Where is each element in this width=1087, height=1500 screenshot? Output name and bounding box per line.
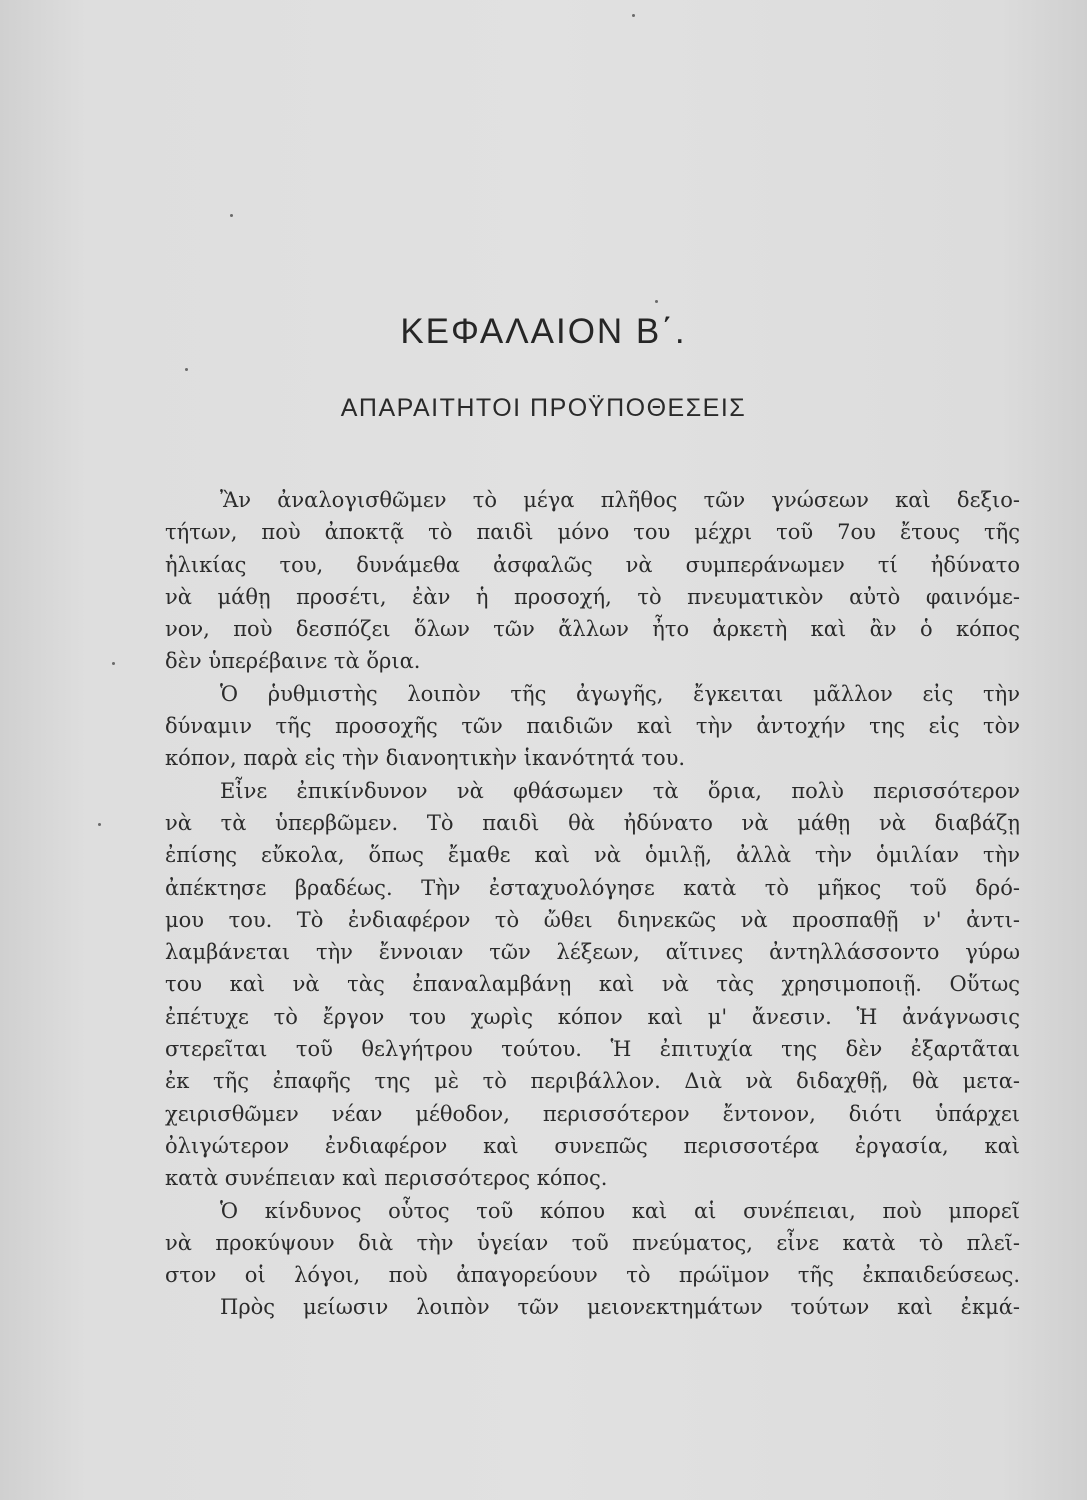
text-line: νὰ τὰ ὑπερβῶμεν. Τὸ παιδὶ θὰ ἠδύνατο νὰ μάθῃ νὰ διαβάζῃ (165, 810, 1020, 835)
print-speck (632, 14, 635, 17)
text-line: Πρὸς μείωσιν λοιπὸν τῶν μειονεκτημάτων τούτων καὶ ἐκμά- (220, 1295, 1020, 1320)
text-line: στον οἱ λόγοι, ποὺ ἀπαγορεύουν τὸ πρώϊμον τῆς ἐκπαιδεύσεως. (165, 1263, 1020, 1288)
text-line: δὲν ὑπερέβαινε τὰ ὅρια. (165, 649, 421, 674)
text-line: Ὁ κίνδυνος οὗτος τοῦ κόπου καὶ αἱ συνέπειαι, ποὺ μπορεῖ (220, 1198, 1020, 1223)
text-line: Ὁ ῥυθμιστὴς λοιπὸν τῆς ἀγωγῆς, ἔγκειται μᾶλλον εἰς τὴν (220, 681, 1020, 706)
text-line: δύναμιν τῆς προσοχῆς τῶν παιδιῶν καὶ τὴν ἀντοχήν της εἰς τὸν (165, 714, 1020, 739)
text-line: νὰ προκύψουν διὰ τὴν ὑγείαν τοῦ πνεύματος, εἶνε κατὰ τὸ πλεῖ- (165, 1230, 1020, 1255)
print-speck (112, 662, 115, 665)
text-line: ἐκ τῆς ἐπαφῆς της μὲ τὸ περιβάλλον. Διὰ νὰ διδαχθῇ, θὰ μετα- (165, 1069, 1020, 1094)
text-line: ὀλιγώτερον ἐνδιαφέρον καὶ συνεπῶς περισσοτέρα ἐργασία, καὶ (165, 1133, 1020, 1158)
text-line: ἡλικίας του, δυνάμεθα ἀσφαλῶς νὰ συμπεράνωμεν τί ἠδύνατο (165, 552, 1020, 577)
text-line: νὰ μάθῃ προσέτι, ἐὰν ἡ προσοχή, τὸ πνευματικὸν αὐτὸ φαινόμε- (165, 584, 1020, 609)
text-line: Ἂν ἀναλογισθῶμεν τὸ μέγα πλῆθος τῶν γνώσεων καὶ δεξιο- (220, 488, 1020, 512)
print-speck (655, 300, 658, 303)
text-line: λαμβάνεται τὴν ἔννοιαν τῶν λέξεων, αἵτινες ἀντηλλάσσοντο γύρω (165, 940, 1020, 965)
print-speck (185, 368, 188, 371)
text-line: νον, ποὺ δεσπόζει ὅλων τῶν ἄλλων ἦτο ἀρκετὴ καὶ ἂν ὁ κόπος (165, 617, 1020, 642)
chapter-title: ΑΠΑΡΑΙΤΗΤΟΙ ΠΡΟΫΠΟΘΕΣΕΙΣ (340, 394, 747, 422)
body-text (165, 484, 1020, 1324)
text-line: στερεῖται τοῦ θελγήτρου τούτου. Ἡ ἐπιτυχία της δὲν ἐξαρτᾶται (165, 1037, 1020, 1062)
text-line: ἀπέκτησε βραδέως. Τὴν ἐσταχυολόγησε κατὰ τὸ μῆκος τοῦ δρό- (165, 875, 1020, 900)
text-line: τήτων, ποὺ ἀποκτᾷ τὸ παιδὶ μόνο του μέχρι τοῦ 7ου ἔτους τῆς (165, 520, 1020, 545)
text-line: κόπον, παρὰ εἰς τὴν διανοητικὴν ἱκανότητά του. (165, 746, 686, 771)
text-line: ἐπίσης εὔκολα, ὅπως ἔμαθε καὶ νὰ ὁμιλῇ, ἀλλὰ τὴν ὁμιλίαν τὴν (165, 843, 1020, 868)
print-speck (230, 214, 233, 217)
text-line: μου του. Τὸ ἐνδιαφέρον τὸ ὤθει διηνεκῶς νὰ προσπαθῇ ν' ἀντι- (165, 907, 1020, 932)
text-line: κατὰ συνέπειαν καὶ περισσότερος κόπος. (165, 1166, 608, 1191)
text-line: του καὶ νὰ τὰς ἐπαναλαμβάνῃ καὶ νὰ τὰς χρησιμοποιῇ. Οὕτως (165, 972, 1020, 997)
text-line: χειρισθῶμεν νέαν μέθοδον, περισσότερον ἔντονον, διότι ὑπάρχει (165, 1101, 1020, 1126)
print-speck (98, 823, 101, 826)
chapter-heading: ΚΕΦΑΛΑΙΟΝ Β΄. (400, 312, 687, 351)
text-line: Εἶνε ἐπικίνδυνον νὰ φθάσωμεν τὰ ὅρια, πολὺ περισσότερον (220, 778, 1020, 803)
text-line: ἐπέτυχε τὸ ἔργον του χωρὶς κόπον καὶ μ' ἄνεσιν. Ἡ ἀνάγνωσις (165, 1004, 1020, 1029)
